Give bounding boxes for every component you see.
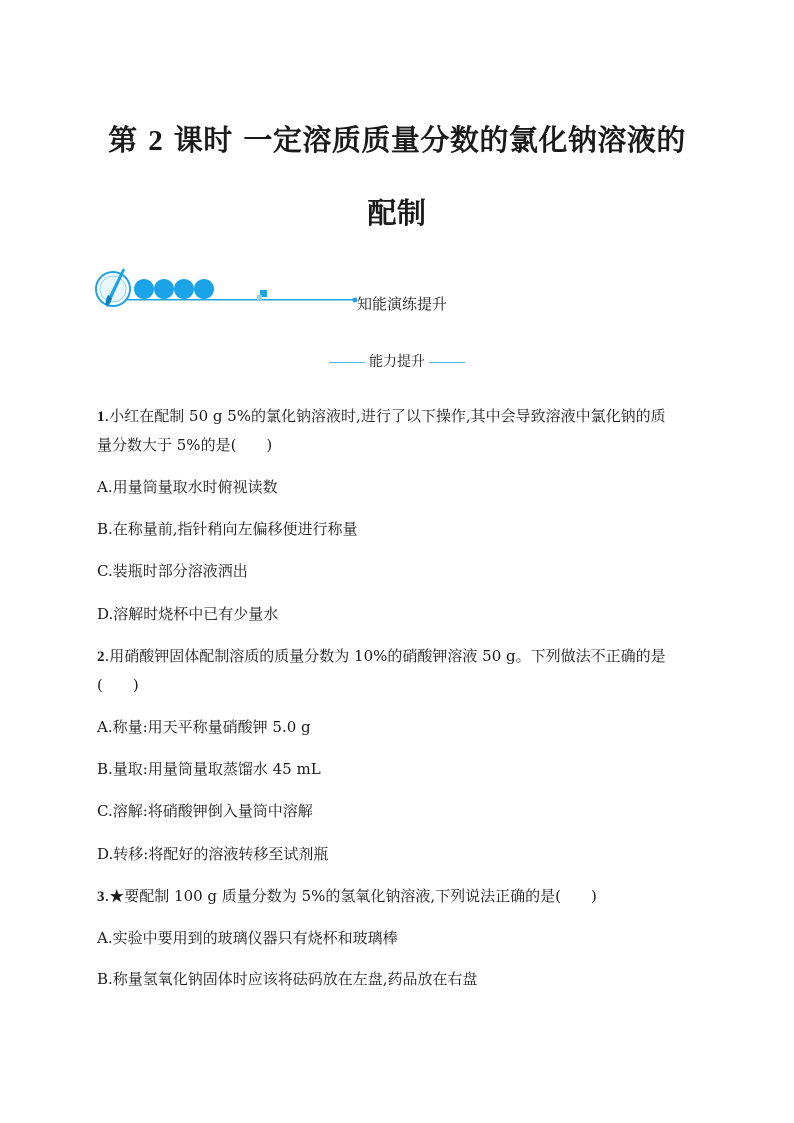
question-1-option-c: C.装瓶时部分溶液洒出 (97, 562, 248, 580)
subhead-rule-left (329, 362, 365, 363)
question-2-stem: 2.用硝酸钾固体配制溶质的质量分数为 10%的硝酸钾溶液 50 g。下列做法不正确的是 (97, 647, 666, 665)
question-2-option-c: C.溶解:将硝酸钾倒入量筒中溶解 (97, 802, 313, 820)
banner-dot-3 (174, 279, 194, 299)
question-3-stem: 3.★要配制 100 g 质量分数为 5%的氢氧化钠溶液,下列说法正确的是( ) (97, 887, 597, 905)
question-number: 3 (97, 889, 105, 905)
question-1-option-b: B.在称量前,指针稍向左偏移便进行称量 (97, 520, 358, 538)
banner-dot-4 (194, 279, 214, 299)
lesson-number: 2 (148, 125, 164, 157)
question-1-option-d: D.溶解时烧杯中已有少量水 (97, 605, 279, 623)
banner-dot-2 (154, 279, 174, 299)
title-prefix: 第 (108, 123, 149, 157)
section-label: 知能演练提升 (357, 295, 448, 313)
subhead-text: 能力提升 (369, 354, 425, 370)
title-main: 课时 一定溶质质量分数的氯化钠溶液的 (163, 123, 686, 157)
question-1-stem: 1.小红在配制 50 g 5%的氯化钠溶液时,进行了以下操作,其中会导致溶液中氯化钠的质 (97, 407, 666, 425)
subhead-rule-right (429, 362, 465, 363)
question-2-option-a: A.称量:用天平称量硝酸钾 5.0 g (97, 718, 311, 736)
subsection-heading (0, 351, 794, 371)
question-2-stem-cont: ( ) (97, 676, 139, 694)
question-3-option-a: A.实验中要用到的玻璃仪器只有烧杯和玻璃棒 (97, 929, 398, 947)
question-number: 2 (97, 649, 105, 665)
question-1-option-a: A.用量筒量取水时俯视读数 (97, 478, 278, 496)
question-2-option-d: D.转移:将配好的溶液转移至试剂瓶 (97, 845, 329, 863)
banner-dot-1 (134, 279, 154, 299)
page-title-line-2: 配制 (367, 196, 427, 230)
question-1-stem-cont: 量分数大于 5%的是( ) (97, 436, 273, 454)
page-title (0, 118, 794, 159)
question-number: 1 (97, 409, 105, 425)
question-3-option-b: B.称量氢氧化钠固体时应该将砝码放在左盘,药品放在右盘 (97, 970, 478, 988)
question-2-option-b: B.量取:用量筒量取蒸馏水 45 mL (97, 760, 321, 778)
